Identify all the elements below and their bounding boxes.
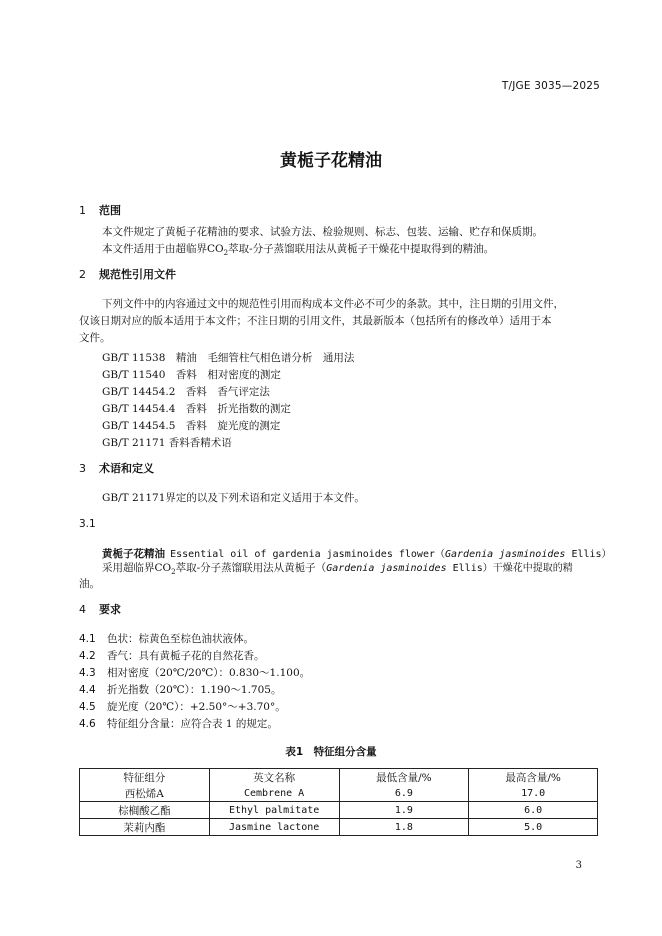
table-caption: 表1 特征组分含量 [285,746,377,758]
requirement-item: 4.2 香气：具有黄栀子花的自然花香。 [79,650,265,662]
section-2-heading [79,266,176,282]
table-cell: 1.9 [339,802,469,819]
document-id: T/JGE 3035—2025 [501,80,600,92]
term-latin-name: Gardenia jasminoides [445,549,566,560]
term-chinese-name: 黄栀子花精油 [102,548,165,560]
table-row [80,802,598,819]
section-4-heading [79,601,121,617]
requirement-item: 4.4 折光指数（20℃）：1.190～1.705。 [79,684,282,696]
table-cell: Ethyl palmitate [209,802,339,819]
section-number: 4 [79,603,86,616]
table-cell: 17.0 [469,785,598,802]
table-row [80,819,598,836]
references-intro-line-1: 下列文件中的内容通过文中的规范性引用而构成本文件必不可少的条款。其中，注日期的引用文件， [102,298,564,310]
table-cell: 6.9 [339,785,469,802]
requirement-item: 4.6 特征组分含量：应符合表 1 的规定。 [79,718,278,730]
requirement-item: 4.5 旋光度（20℃）：+2.50°～+3.70°。 [79,701,286,713]
section-1-heading [79,202,121,218]
reference-item: GB/T 14454.2 香料 香气评定法 [102,386,270,398]
table-cell: 棕榈酸乙酯 [80,802,210,819]
scope-paragraph-2: 本文件适用于由超临界$CO_2$萃取-分子蒸馏联用法从黄栀子干燥花中提取得到的精油。 [102,243,495,258]
page-number: 3 [575,860,582,871]
term-author: Ellis） [565,549,612,560]
table-cell: Jasmine lactone [209,819,339,836]
section-title: 术语和定义 [99,462,154,475]
page-title: 黄栀子花精油 [280,151,382,171]
term-definition-line-2: 油。 [79,578,100,590]
reference-item: GB/T 21171 香料香精术语 [102,437,232,449]
term-definition-line-1: 采用超临界$CO_2$萃取-分子蒸馏联用法从黄栀子（Gardenia jasminoides Ellis）干燥花中提取的精 [102,562,573,577]
table-row [80,785,598,802]
section-3-heading [79,460,154,476]
section-title: 规范性引用文件 [99,268,176,281]
table-header-row [80,769,598,786]
section-title: 要求 [99,603,121,616]
table-cell: 5.0 [469,819,598,836]
reference-item: GB/T 14454.4 香料 折光指数的测定 [102,403,291,415]
table-cell: 茉莉内酯 [80,819,210,836]
column-header: 最低含量/% [339,769,469,786]
column-header: 特征组分 [80,769,210,786]
table-cell: 西松烯A [80,785,210,802]
reference-item: GB/T 14454.5 香料 旋光度的测定 [102,420,281,432]
section-title: 范围 [99,204,121,217]
term-number: 3.1 [79,518,96,530]
references-intro-line-3: 文件。 [79,332,111,344]
term-english-name: Essential oil of gardenia jasminoides flower（ [170,549,445,560]
column-header: 最高含量/% [469,769,598,786]
reference-item: GB/T 11540 香料 相对密度的测定 [102,369,281,381]
reference-item: GB/T 11538 精油 毛细管柱气相色谱分析 通用法 [102,352,355,364]
section-number: 3 [79,462,86,475]
terms-intro: GB/T 21171界定的以及下列术语和定义适用于本文件。 [102,492,365,504]
table-cell: Cembrene A [209,785,339,802]
scope-paragraph-1: 本文件规定了黄栀子花精油的要求、试验方法、检验规则、标志、包装、运输、贮存和保质期。 [102,226,543,238]
section-number: 2 [79,268,86,281]
requirement-item: 4.3 相对密度（20℃/20℃）：0.830～1.100。 [79,667,311,679]
section-number: 1 [79,204,86,217]
requirement-item: 4.1 色状：棕黄色至棕色油状液体。 [79,633,254,645]
table-cell: 6.0 [469,802,598,819]
column-header: 英文名称 [209,769,339,786]
references-intro-line-2: 仅该日期对应的版本适用于本文件；不注日期的引用文件，其最新版本（包括所有的修改单）适用于本 [79,315,552,327]
characteristic-components-table [79,768,598,836]
table-cell: 1.8 [339,819,469,836]
